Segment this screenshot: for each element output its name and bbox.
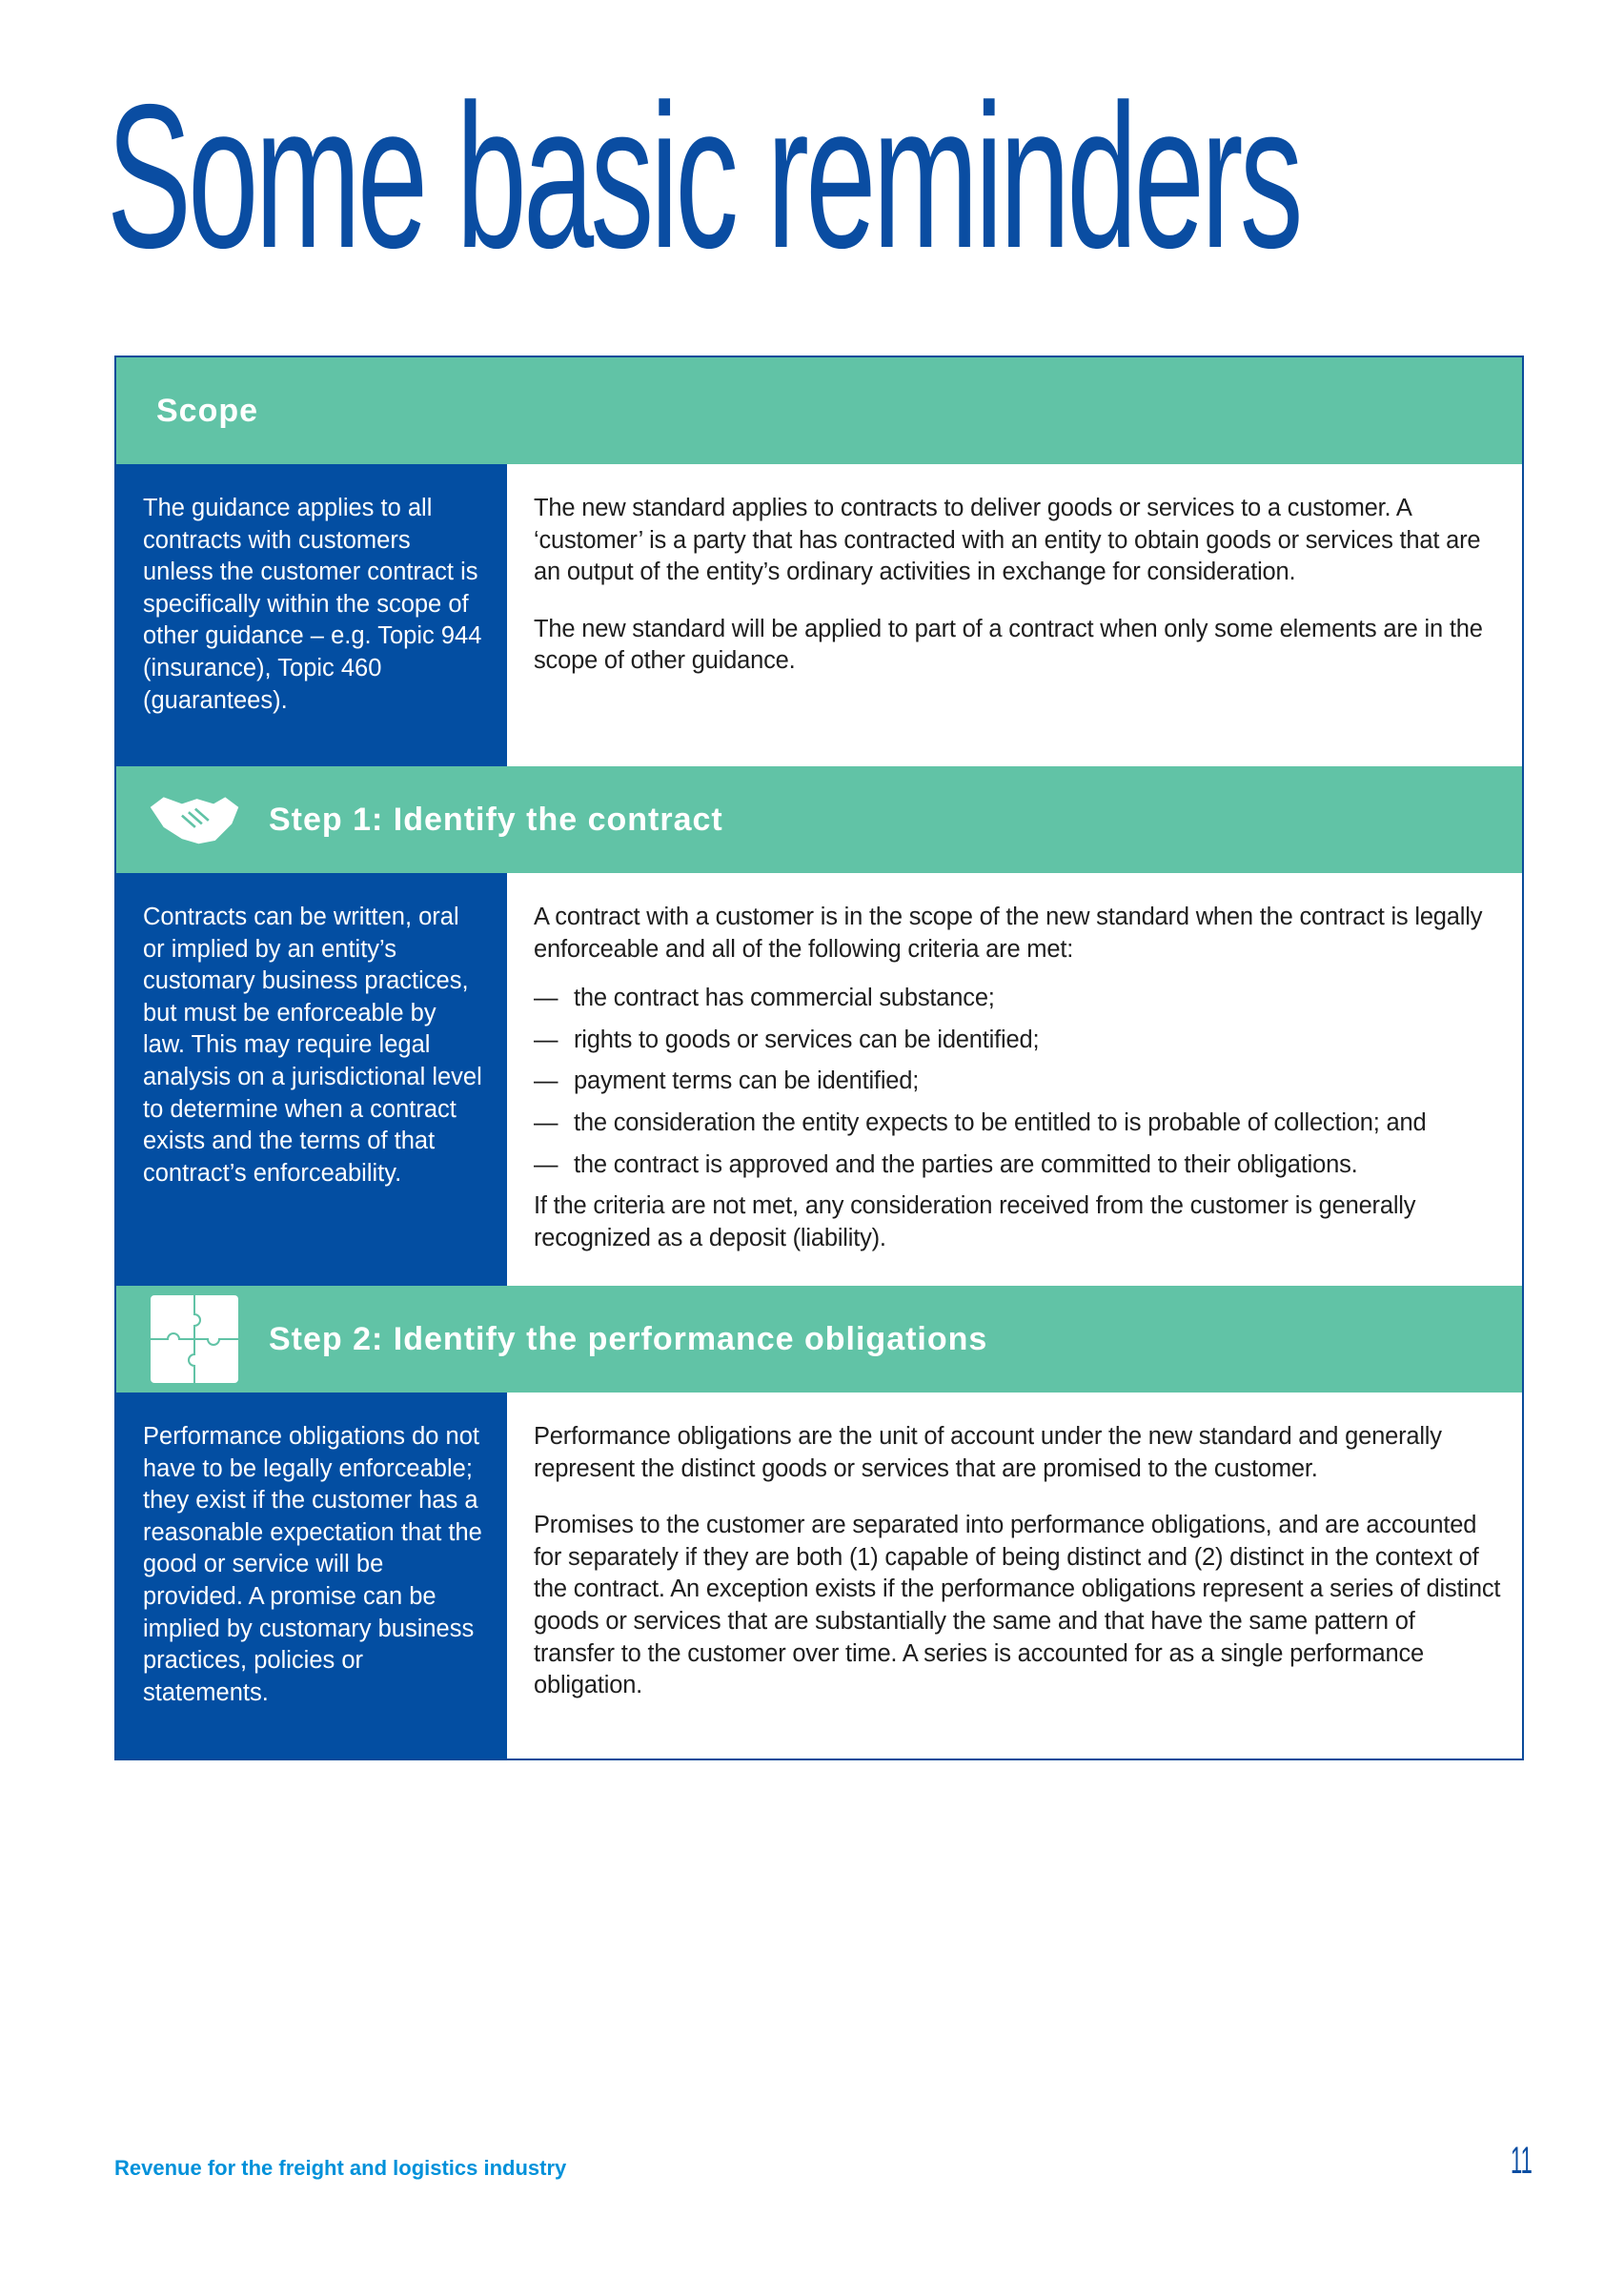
list-item-text: the contract has commercial substance;	[574, 985, 995, 1012]
reminders-table	[114, 356, 1524, 1760]
paragraph: If the criteria are not met, any consideration received from the customer is generally recognized as a deposit (liability).	[534, 1192, 1416, 1251]
paragraph: Performance obligations are the unit of account under the new standard and generally represent the distinct goods or services that are promised to the customer.	[534, 1423, 1442, 1482]
footer-title: Revenue for the freight and logistics industry	[114, 2156, 567, 2180]
list-item-text: rights to goods or services can be identified;	[574, 1026, 1040, 1053]
section-header-step2	[116, 1286, 1522, 1393]
page-number: 11	[1511, 2140, 1533, 2182]
bullet-marker: —	[534, 1150, 558, 1178]
bullet-marker: —	[534, 1108, 558, 1136]
criteria-list	[534, 983, 1501, 1181]
section-body-step2	[116, 1393, 1522, 1759]
section-heading: Step 2: Identify the performance obligations	[269, 1320, 988, 1357]
section-detail	[507, 1393, 1522, 1759]
paragraph: The new standard will be applied to part of a contract when only some elements are in the scope of other guidance.	[534, 615, 1483, 675]
list-item	[534, 1149, 1501, 1182]
list-item-text: the consideration the entity expects to be entitled to is probable of collection; and	[574, 1108, 1427, 1136]
handshake-icon	[149, 774, 240, 865]
puzzle-icon	[149, 1293, 240, 1385]
bullet-marker: —	[534, 1026, 558, 1053]
page-title: Some basic reminders	[107, 61, 1300, 291]
section-detail	[507, 464, 1522, 766]
section-heading: Scope	[156, 392, 259, 429]
list-item	[534, 983, 1501, 1015]
list-item	[534, 1025, 1501, 1057]
section-summary: Contracts can be written, oral or implied by an entity’s customary business practices, but must be enforceable by law. This may require legal analysis on a jurisdictional level to determine when a contract exists and the terms of that contract’s enforceability.	[116, 873, 507, 1286]
section-detail	[507, 873, 1522, 1286]
list-item	[534, 1066, 1501, 1098]
list-item-text: payment terms can be identified;	[574, 1067, 920, 1095]
bullet-marker: —	[534, 985, 558, 1012]
paragraph: A contract with a customer is in the scope of the new standard when the contract is legally enforceable and all of the following criteria are met:	[534, 904, 1483, 963]
paragraph: The new standard applies to contracts to deliver goods or services to a customer. A ‘customer’ is a party that has contracted with an entity to obtain goods or services that are an output of the entity’s ordinary activities in exchange for consideration.	[534, 495, 1481, 586]
section-body-scope	[116, 464, 1522, 766]
bullet-marker: —	[534, 1067, 558, 1095]
section-body-step1	[116, 873, 1522, 1286]
section-summary: The guidance applies to all contracts with customers unless the customer contract is specifically within the scope of other guidance – e.g. Topic 944 (insurance), Topic 460 (guarantees).	[116, 464, 507, 766]
section-summary: Performance obligations do not have to be legally enforceable; they exist if the customer has a reasonable expectation that the good or service will be provided. A promise can be implied by customary business practices, policies or statements.	[116, 1393, 507, 1759]
paragraph: Promises to the customer are separated into performance obligations, and are accounted for separately if they are both (1) capable of being distinct and (2) distinct in the context of the contract. An exception exists if the performance obligations represent a series of distinct goods or services that are substantially the same and that have the same pattern of transfer to the customer over time. A series is accounted for as a single performance obligation.	[534, 1512, 1501, 1699]
section-header-scope	[116, 357, 1522, 464]
list-item-text: the contract is approved and the parties are committed to their obligations.	[574, 1150, 1358, 1178]
list-item	[534, 1108, 1501, 1140]
section-heading: Step 1: Identify the contract	[269, 801, 723, 838]
section-header-step1	[116, 766, 1522, 873]
